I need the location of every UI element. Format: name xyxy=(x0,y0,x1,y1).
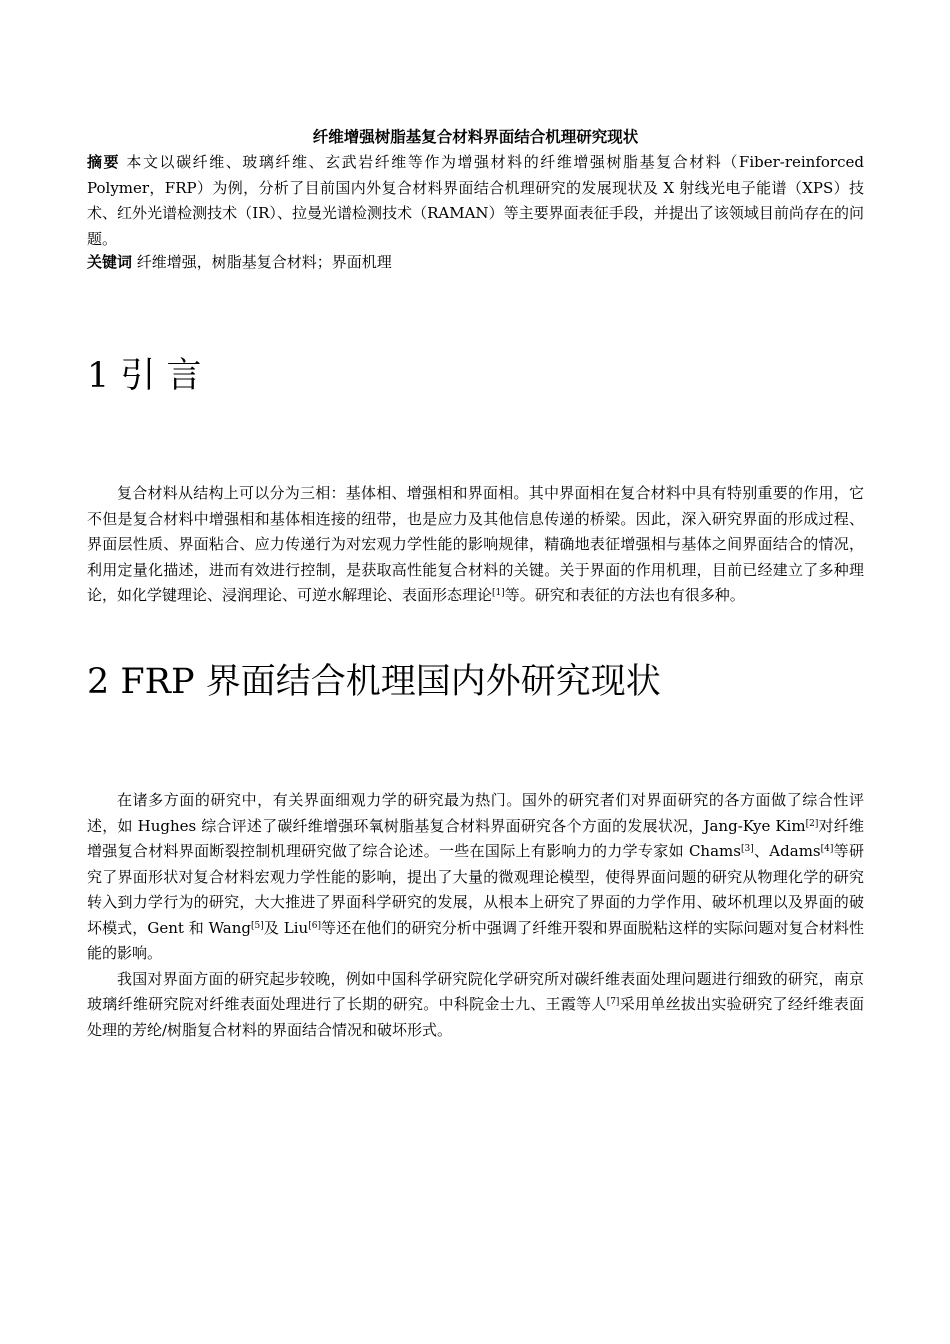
citation-ref[interactable]: [4] xyxy=(820,844,834,855)
citation-ref[interactable]: [2] xyxy=(805,818,819,829)
section-2-body xyxy=(87,788,864,1043)
section-1-heading: 1 引 言 xyxy=(87,356,202,396)
text-run: 及 Liu xyxy=(263,918,309,937)
keywords-paragraph xyxy=(87,250,864,276)
section-2-paragraph-1 xyxy=(87,788,864,967)
citation-ref[interactable]: [3] xyxy=(740,844,754,855)
section-2-paragraph-2 xyxy=(87,967,864,1044)
citation-ref[interactable]: [6] xyxy=(308,920,321,931)
citation-ref[interactable]: [1] xyxy=(492,588,505,599)
text-run: 对纤维增强复合材料界面断裂控制机理研究做了综合论述。一些在国际上有影响力的力学专家如 Chams xyxy=(87,816,864,860)
text-run: 等还在他们的研究分析中强调了纤维开裂和界面脱粘这样的实际问题对复合材料性能的影响。 xyxy=(87,918,865,962)
citation-ref[interactable]: [7] xyxy=(606,997,620,1008)
keywords-text: 纤维增强，树脂基复合材料；界面机理 xyxy=(132,253,392,271)
paper-title: 纤维增强树脂基复合材料界面结合机理研究现状 xyxy=(312,127,639,146)
keywords-label: 关键词 xyxy=(87,253,133,271)
text-run: 等研究了界面形状对复合材料宏观力学性能的影响，提出了大量的微观理论模型，使得界面问题的研究从物理化学的研究转入到力学行为的研究，大大推进了界面科学研究的发展，从根本上研究了界面的力学作用、破坏机理以及界面的破坏模式，Gent 和 Wang xyxy=(87,842,864,937)
text-run: 等。研究和表征的方法也有很多种。 xyxy=(504,586,745,604)
text-run: 复合材料从结构上可以分为三相：基体相、增强相和界面相。其中界面相在复合材料中具有特别重要的作用，它不但是复合材料中增强相和基体相连接的纽带，也是应力及其他信息传递的桥梁。因此，深入研究界面的形成过程、界面层性质、界面粘合、应力传递行为对宏观力学性能的影响规律，精确地表征增强相与基体之间界面结合的情况，利用定量化描述，进而有效进行控制，是获取高性能复合材料的关键。关于界面的作用机理，目前已经建立了多种理论，如化学键理论、浸润理论、可逆水解理论、表面形态理论 xyxy=(87,484,864,604)
citation-ref[interactable]: [5] xyxy=(251,920,264,931)
text-run: 我国对界面方面的研究起步较晚，例如中国科学研究院化学研究所对碳纤维表面处理问题进行细致的研究，南京玻璃纤维研究院对纤维表面处理进行了长期的研究。中科院金士九、王霞等人 xyxy=(87,969,864,1013)
abstract-text: 本文以碳纤维、玻璃纤维、玄武岩纤维等作为增强材料的纤维增强树脂基复合材料（Fiber-reinforced Polymer，FRP）为例，分析了目前国内外复合材料界面结合机理研究的发展现状及 X 射线光电子能谱（XPS）技术、红外光谱检测技术（IR）、拉曼光谱检测技术（RAMAN）等主要界面表征手段，并提出了该领域目前尚存在的问题。 xyxy=(87,153,864,248)
section-1-paragraph xyxy=(87,481,864,609)
text-run: 在诸多方面的研究中，有关界面细观力学的研究最为热门。国外的研究者们对界面研究的各方面做了综合性评述，如 Hughes 综合评述了碳纤维增强环氧树脂基复合材料界面研究各个方面的发展状况，Jang-Kye Kim xyxy=(87,791,864,835)
section-2-heading: 2 FRP 界面结合机理国内外研究现状 xyxy=(87,662,661,702)
abstract-paragraph xyxy=(87,150,864,252)
abstract-label: 摘要 xyxy=(87,153,121,171)
text-run: 、Adams xyxy=(753,842,821,860)
text-run: 采用单丝拔出实验研究了经纤维表面处理的芳纶/树脂复合材料的界面结合情况和破坏形式。 xyxy=(87,995,864,1039)
